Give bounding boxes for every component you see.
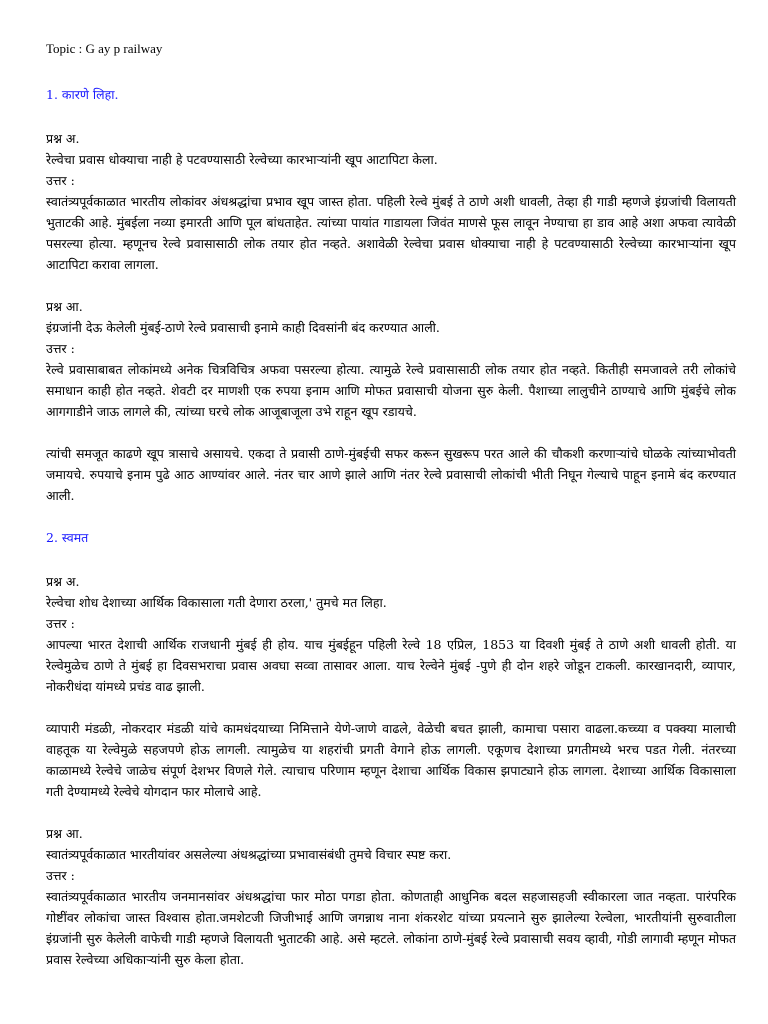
section-heading: 1. कारणे लिहा. [46,87,119,102]
document-page [46,38,736,991]
topic-line: Topic : G ay p railway [46,41,163,56]
answer-paragraph: स्वातंत्र्यपूर्वकाळात भारतीय जनमानसांवर अंधश्रद्धांचा फार मोठा पगडा होता. कोणताही आधुनिक बदल सहजासहजी स्वीकारला जात नव्हता. पारंपरिक गोष्टींवर लोकांचा जास्त विश्वास होता.जमशेटजी जिजीभाई आणि जगन्नाथ नाना शंकरशेट यांच्या प्रयत्नाने सुरु झालेल्या रेल्वेला, भारतीयांनी सुरुवातीला इंग्रजांनी सुरु केलेली वाफेची गाडी म्हणजे विलायती भुताटकी आहे. असे म्हटले. लोकांना ठाणे-मुंबई रेल्वे प्रवासाची सवय व्हावी, गोडी लागावी म्हणून मोफत प्रवास रेल्वेच्या अधिकाऱ्यांनी सुरु केला होता. [46,889,736,967]
question-block [46,296,736,506]
answer-paragraph: व्यापारी मंडळी, नोकरदार मंडळी यांचे कामधंदयाच्या निमित्ताने येणे-जाणे वाढले, वेळेची बचत झाली, कामाचा पसारा वाढला.कच्च्या व पक्क्या मालाची वाहतूक या रेल्वेमुळे सहजपणे होऊ लागली. त्यामुळेच या शहरांची प्रगती वेगाने होऊ लागली. एकूणच देशाच्या प्रगतीमध्ये भरच पडत गेली. नंतरच्या काळामध्ये रेल्वेचे जाळेच संपूर्ण देशभर विणले गेले. त्याचाच परिणाम म्हणून देशाचा आर्थिक विकास झपाट्याने होऊ लागला. देशाच्या आर्थिक विकासाला गती देण्यामध्ये रेल्वेचे योगदान फार मोलाचे आहे. [46,721,736,799]
question-label: प्रश्न आ. [46,299,83,314]
section-heading: 2. स्वमत [46,530,89,545]
document-body [46,84,736,970]
question-block [46,823,736,970]
question-label: प्रश्न अ. [46,574,80,589]
paragraph-gap [46,697,736,718]
question-text: इंग्रजांनी देऊ केलेली मुंबई-ठाणे रेल्वे प्रवासाची इनामे काही दिवसांनी बंद करण्यात आली. [46,320,440,335]
answer-paragraph: रेल्वे प्रवासाबाबत लोकांमध्ये अनेक चित्रविचित्र अफवा पसरल्या होत्या. त्यामुळे रेल्वे प्रवासासाठी लोक तयार होत नव्हते. कितीही समजावले तरी लोकांचे समाधान काही होत नव्हते. शेवटी दर माणशी एक रुपया इनाम आणि मोफत प्रवासाची योजना सुरु केली. पैशाच्या लालुचीने ठाण्याचे आणि मुंबईचे लोक आगगाडीने जाऊ लागले की, त्यांच्या घरचे लोक आजूबाजूला उभे राहून खूप रडायचे. [46,362,736,419]
answer-label: उत्तर : [46,173,75,188]
answer-label: उत्तर : [46,616,75,631]
question-block [46,128,736,275]
question-block [46,571,736,802]
question-label: प्रश्न अ. [46,131,80,146]
answer-label: उत्तर : [46,341,75,356]
question-text: स्वातंत्र्यपूर्वकाळात भारतीयांवर असलेल्या अंधश्रद्धांच्या प्रभावासंबंधी तुमचे विचार स्पष्ट करा. [46,847,452,862]
answer-paragraph: आपल्या भारत देशाची आर्थिक राजधानी मुंबई ही होय. याच मुंबईहून पहिली रेल्वे 18 एप्रिल, 1853 या दिवशी मुंबई ते ठाणे अशी धावली होती. या रेल्वेमुळेच ठाणे ते मुंबई हा दिवसभराचा प्रवास अवघा सव्वा तासावर आला. याच रेल्वेने मुंबई -पुणे ही दोन शहरे जोडून टाकली. कारखानदारी, व्यापार, नोकरीधंदा यांमध्ये प्रचंड वाढ झाली. [46,637,736,694]
answer-label: उत्तर : [46,868,75,883]
answer-paragraph: त्यांची समजूत काढणे खूप त्रासाचे असायचे. एकदा ते प्रवासी ठाणे-मुंबईची सफर करून सुखरूप परत आले की चौकशी करणाऱ्यांचे घोळके त्यांच्याभोवती जमायचे. रुपयाचे इनाम पुढे आठ आण्यांवर आले. नंतर चार आणे झाले आणि नंतर रेल्वे प्रवासाची लोकांची भीती निघून गेल्याचे पाहून इनामे बंद करण्यात आली. [46,446,736,503]
question-text: रेल्वेचा शोध देशाच्या आर्थिक विकासाला गती देणारा ठरला,' तुमचे मत लिहा. [46,595,387,610]
question-label: प्रश्न आ. [46,826,83,841]
paragraph-gap [46,422,736,443]
answer-paragraph: स्वातंत्र्यपूर्वकाळात भारतीय लोकांवर अंधश्रद्धांचा प्रभाव खूप जास्त होता. पहिली रेल्वे मुंबई ते ठाणे अशी धावली, तेव्हा ही गाडी म्हणजे इंग्रजांची विलायती भुताटकी आहे. मुंबईला नव्या इमारती आणि पूल बांधताहेत. त्यांच्या पायांत गाडायला जिवंत माणसे फूस लावून नेण्याचा हा डाव आहे अशा अफवा त्यावेळी पसरल्या होत्या. म्हणूनच रेल्वे प्रवासासाठी लोक तयार होत नव्हते. अशावेळी रेल्वेचा प्रवास धोक्याचा नाही हे पटवण्यासाठी रेल्वेच्या कारभाऱ्यांना खूप आटापिटा करावा लागला. [46,194,736,272]
question-text: रेल्वेचा प्रवास धोक्याचा नाही हे पटवण्यासाठी रेल्वेच्या कारभाऱ्यांनी खूप आटापिटा केला. [46,152,438,167]
